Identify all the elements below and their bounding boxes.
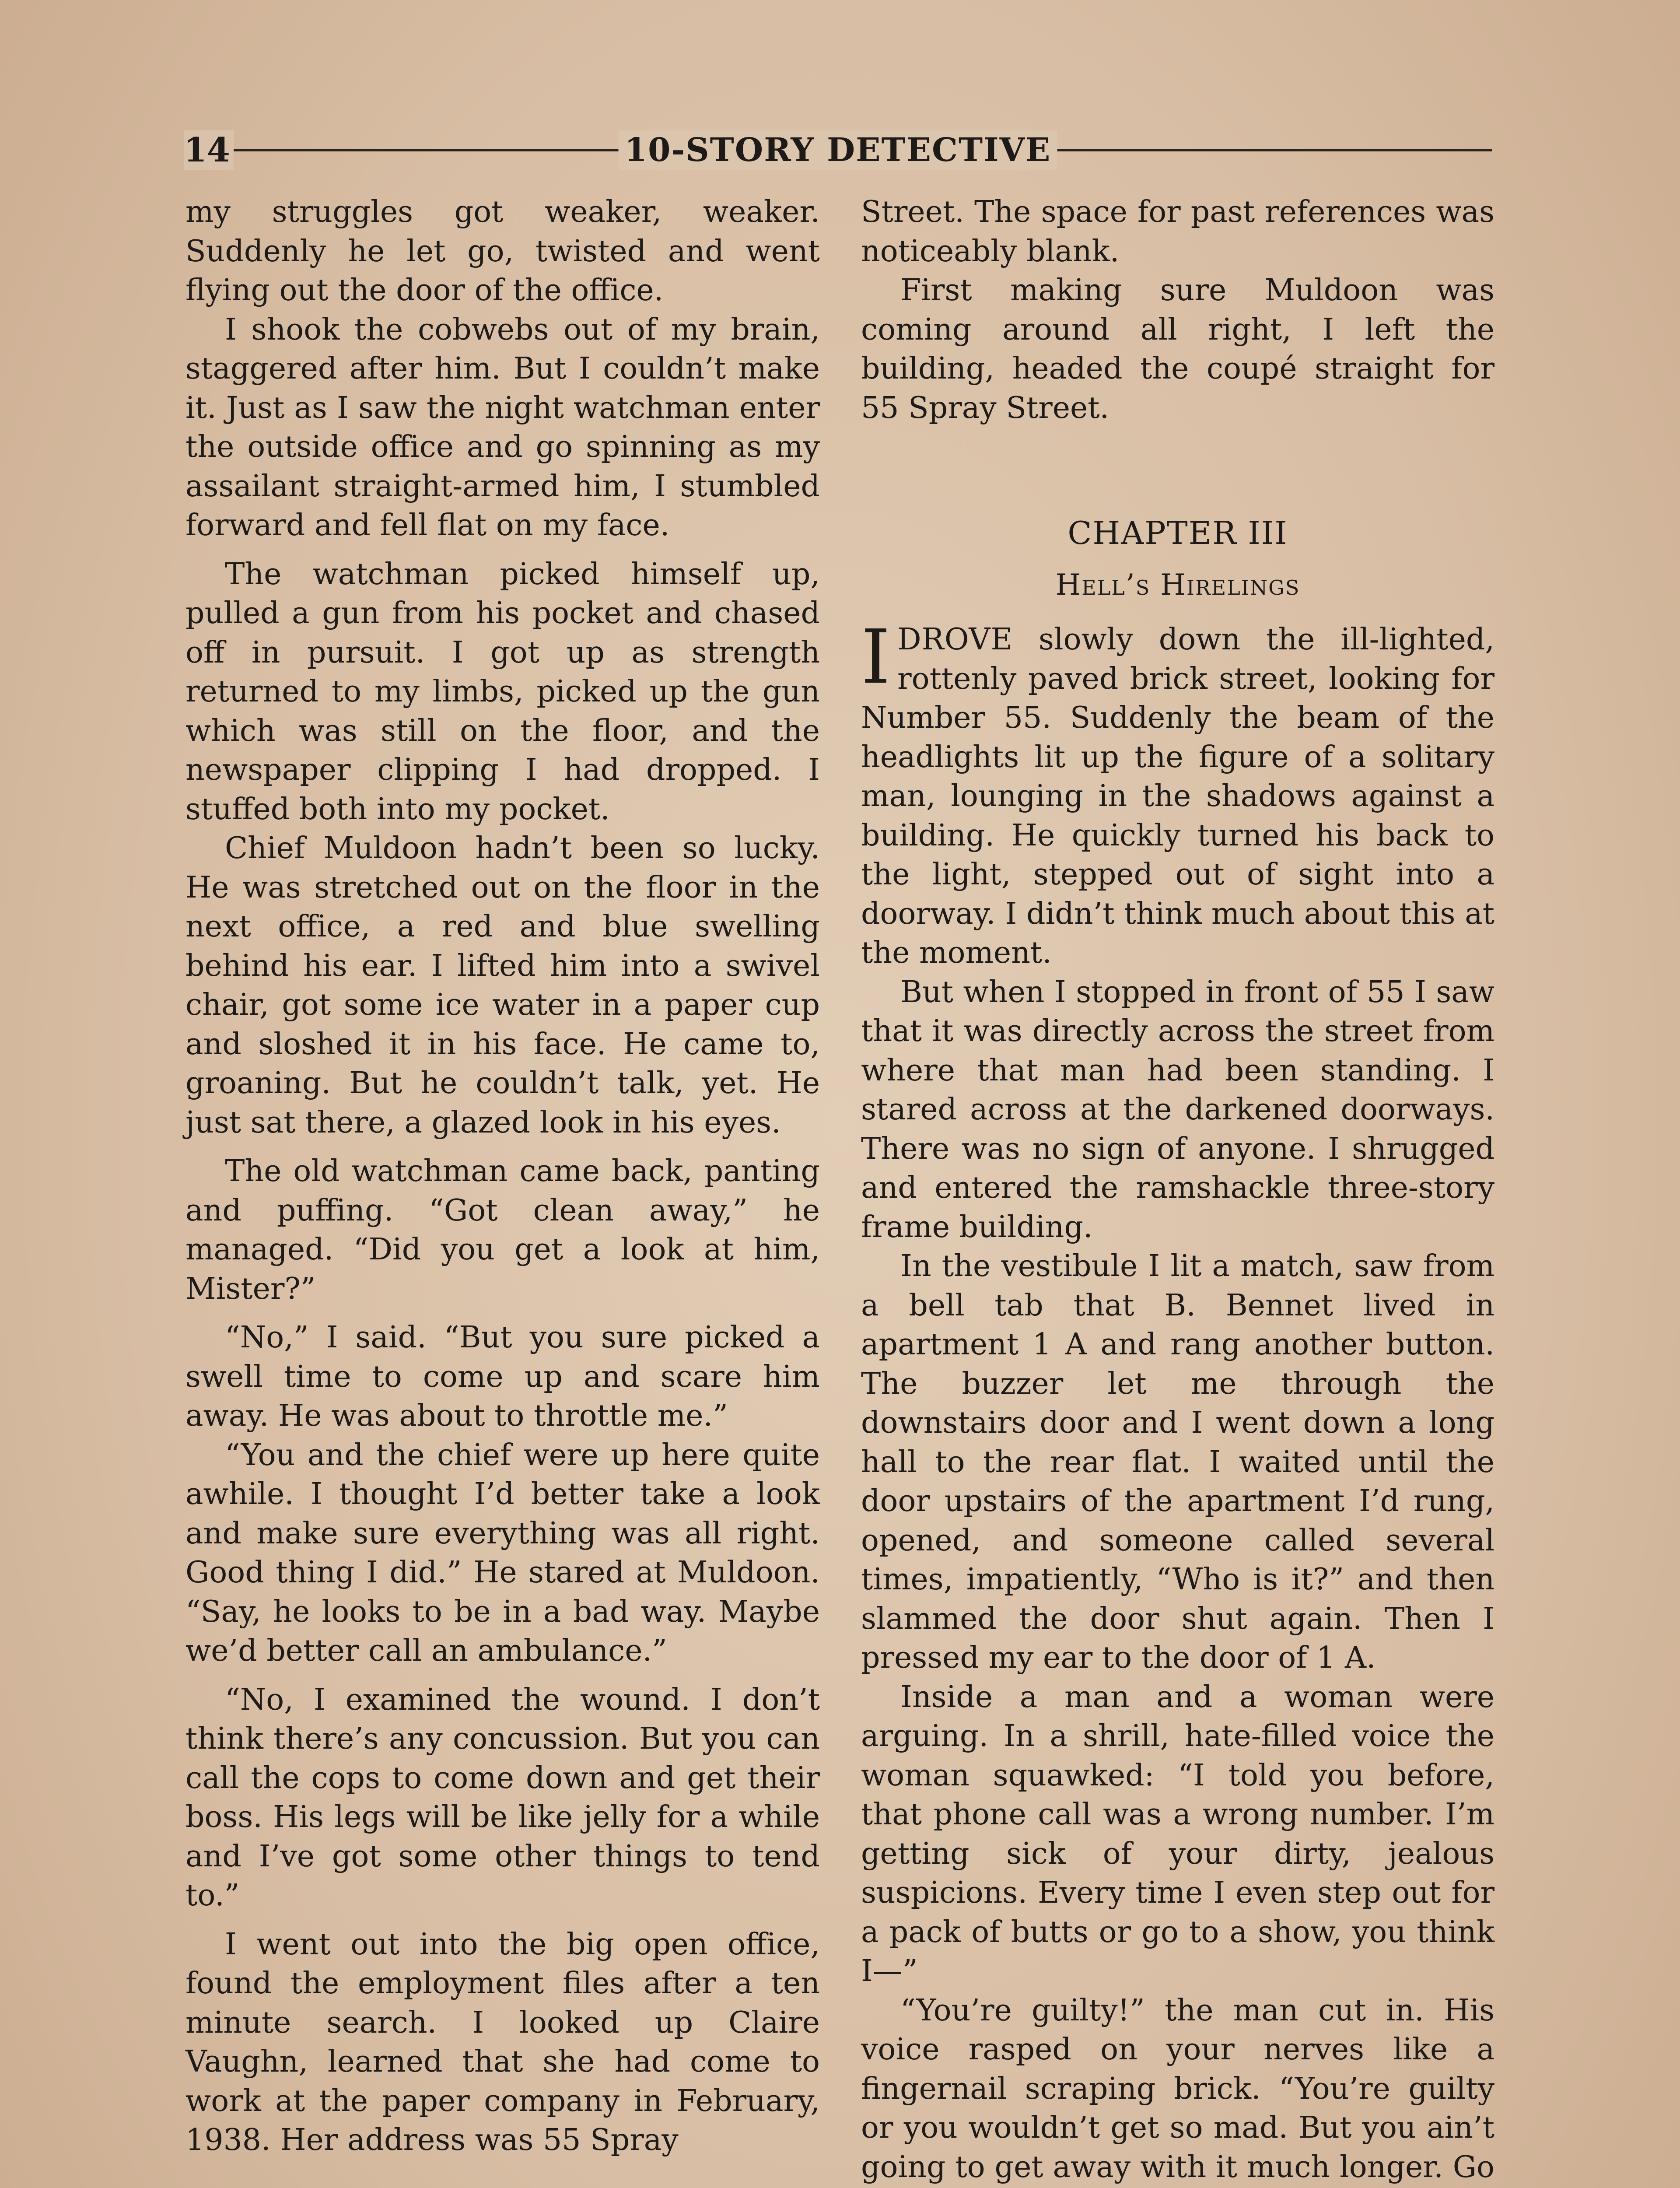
running-title: 10-STORY DETECTIVE xyxy=(619,130,1057,170)
left-paragraph-9: I went out into the big open office, found the employment files after a ten minute search. I looked up Claire Vaughn, learned that she had come to work at the paper company in February, 1938. Her address was 55 Spray xyxy=(186,1927,820,2157)
right-paragraph-1: Street. The space for past references was noticeably blank. xyxy=(861,195,1494,269)
left-paragraph-1: my struggles got weaker, weaker. Suddenly he let go, twisted and went flying out the door of the office. xyxy=(186,195,820,308)
page-number: 14 xyxy=(184,130,234,170)
right-paragraph-6: “You’re guilty!” the man cut in. His voice rasped on your nerves like a fingernail scraping brick. “You’re guilty or you wouldn’t get so mad. But you ain’t going to get away with it much longer. Go xyxy=(861,1993,1494,2184)
left-paragraph-3: The watchman picked himself up, pulled a gun from his pocket and chased off in pursuit. I got up as strength returned to my limbs, picked up the gun which was still on the floor, and the newspaper clipping I had dropped. I stuffed both into my pocket. xyxy=(186,557,820,827)
chapter-subtitle: Hell’s Hirelings xyxy=(1055,568,1300,602)
right-column xyxy=(861,193,1494,2188)
right-paragraph-3: But when I stopped in front of 55 I saw that it was directly across the street from where that man had been standing. I stared across at the darkened doorways. There was no sign of anyone. I shrugged and entered the ramshackle three-story frame building. xyxy=(861,975,1494,1245)
right-paragraph-5: Inside a man and a woman were arguing. In a shrill, hate-filled voice the woman squawked: “I told you before, that phone call was a wrong number. I’m getting sick of your dirty, jealous suspicions. Every time I even step out for a pack of butts or go to a show, you think I—” xyxy=(861,1680,1494,1988)
left-paragraph-7: “You and the chief were up here quite awhile. I thought I’d better take a look and make sure everything was all right. Good thing I did.” He stared at Muldoon. “Say, he looks to be in a bad way. Maybe we’d better call an ambulance.” xyxy=(186,1438,820,1668)
opening-lead-word: DROVE xyxy=(897,622,1013,657)
chapter-opening-paragraph xyxy=(861,614,1494,973)
left-paragraph-2: I shook the cobwebs out of my brain, staggered after him. But I couldn’t make it. Just as I saw the night watchman enter the outside office and go spinning as my assailant straight-armed him, I stumbled forward and fell flat on my face. xyxy=(186,312,820,543)
right-paragraph-4: In the vestibule I lit a match, saw from a bell tab that B. Bennet lived in apartment 1 A and rang another button. The buzzer let me through the downstairs door and I went down a long hall to the rear flat. I waited until the door upstairs of the apartment I’d rung, opened, and someone called several times, impatiently, “Who is it?” and then slammed the door shut again. Then I pressed my ear to the door of 1 A. xyxy=(861,1249,1494,1675)
left-paragraph-8: “No, I examined the wound. I don’t think there’s any concussion. But you can call the cops to come down and get their boss. His legs will be like jelly for a while and I’ve got some other things to tend to.” xyxy=(186,1682,820,1913)
left-column xyxy=(186,193,820,2160)
left-paragraph-5: The old watchman came back, panting and puffing. “Got clean away,” he managed. “Did you get a look at him, Mister?” xyxy=(186,1154,820,1306)
left-paragraph-6: “No,” I said. “But you sure picked a swell time to come up and scare him away. He was about to throttle me.” xyxy=(186,1320,820,1433)
chapter-title: CHAPTER III xyxy=(1068,515,1288,551)
right-paragraph-2: First making sure Muldoon was coming around all right, I left the building, headed the coupé straight for 55 Spray Street. xyxy=(861,273,1494,425)
opening-paragraph-text: slowly down the ill-lighted, rottenly paved brick street, looking for Number 55. Suddenly the beam of the headlights lit up the figure of a solitary man, lounging in the shadows against a building. He quickly turned his back to the light, stepped out of sight into a doorway. I didn’t think much about this at the moment. xyxy=(861,622,1494,970)
left-paragraph-4: Chief Muldoon hadn’t been so lucky. He was stretched out on the floor in the next office, a red and blue swelling behind his ear. I lifted him into a swivel chair, got some ice water in a paper cup and sloshed it in his face. He came to, groaning. But he couldn’t talk, yet. He just sat there, a glazed look in his eyes. xyxy=(186,831,820,1140)
page-header xyxy=(184,126,1492,174)
drop-cap: I xyxy=(861,614,891,701)
